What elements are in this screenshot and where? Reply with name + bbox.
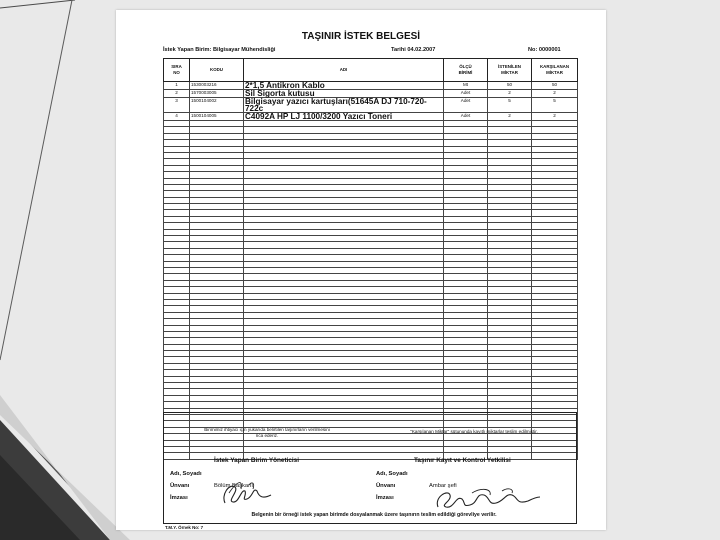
distribution-note: Belgenin bir örneği istek yapan birimde dosyalanmak üzere taşınırın teslim edildiği görevliye verilir. (251, 512, 497, 518)
table-header-row (164, 59, 578, 82)
row-unit: Adet (444, 113, 488, 121)
row-name: Bilgisayar yazıcı kartuşları(51645A DJ 710-720-722c (244, 98, 444, 113)
document-title: TAŞINIR İSTEK BELGESİ (301, 31, 421, 42)
left-signature-label: İmzası (170, 495, 188, 501)
row-code: 1530003216 (190, 82, 244, 90)
row-code: 1500104002 (190, 98, 244, 113)
number-value: 0000001 (538, 47, 561, 53)
right-signature-label: İmzası (376, 495, 394, 501)
requesting-unit-label: İstek Yapan Birim: (163, 47, 212, 53)
document-number (528, 47, 561, 53)
col-adi-header: ADI (244, 59, 444, 82)
date-value: 04.02.2007 (407, 47, 436, 53)
requesting-unit-value: Bilgisayar Mühendisliği (212, 47, 276, 53)
row-no: 2 (164, 90, 190, 98)
number-label: No: (528, 47, 538, 53)
row-supplied: 50 (532, 82, 578, 90)
row-name: 2*1,5 Antikron Kablo (244, 82, 444, 90)
row-unit: Mt (444, 82, 488, 90)
approval-section (163, 412, 577, 524)
right-title-value: Ambar şefi (429, 483, 457, 489)
row-unit: Adet (444, 98, 488, 113)
items-table (163, 58, 578, 460)
col-istenilen-header: İSTENİLEN MİKTAR (488, 59, 532, 82)
col-kodu-header: KODU (190, 59, 244, 82)
delivery-note: "Karşılanan Miktar" sütununda kayıtlı miktarlar teslim edilmiştir. (410, 429, 538, 434)
left-title-label: Ünvanı (170, 483, 190, 489)
table-row (164, 98, 578, 113)
row-requested: 5 (488, 98, 532, 113)
left-name-label: Adı, Soyadı (170, 471, 202, 477)
table-row (164, 113, 578, 121)
row-requested: 50 (488, 82, 532, 90)
row-code: 1500104005 (190, 113, 244, 121)
row-unit: Adet (444, 90, 488, 98)
left-title-value: Bölüm Başkanı (214, 483, 253, 489)
request-note: Birimimiz ihtiyacı için yukarıda belirtilen taşınırların verilmesini rica ederiz. (204, 427, 330, 439)
col-karsilanan-header: KARŞILANAN MİKTAR (532, 59, 578, 82)
row-supplied: 5 (532, 98, 578, 113)
col-sira-header: SIRA NO (164, 59, 190, 82)
left-signatory-heading: İstek Yapan Birim Yöneticisi (214, 457, 300, 464)
row-name: Sil Sigorta kutusu (244, 90, 444, 98)
scanned-document (116, 10, 606, 530)
document-date (391, 47, 435, 53)
right-signature-image (432, 483, 542, 513)
row-requested: 2 (488, 90, 532, 98)
right-name-label: Adı, Soyadı (376, 471, 408, 477)
requesting-unit (163, 47, 275, 53)
left-signature-image (219, 475, 279, 509)
row-supplied: 2 (532, 113, 578, 121)
row-code: 1570003005 (190, 90, 244, 98)
form-code: T.M.Y. Örnek No: 7 (165, 525, 204, 530)
row-supplied: 2 (532, 90, 578, 98)
row-no: 4 (164, 113, 190, 121)
row-name: C4092A HP LJ 1100/3200 Yazıcı Toneri (244, 113, 444, 121)
right-signatory-heading: Taşınır Kayıt ve Kontrol Yetkilisi (414, 457, 511, 464)
row-no: 1 (164, 82, 190, 90)
row-requested: 2 (488, 113, 532, 121)
row-no: 3 (164, 98, 190, 113)
table-row (164, 82, 578, 90)
col-olcu-header: ÖLÇÜ BİRİMİ (444, 59, 488, 82)
date-label: Tarihi (391, 47, 406, 53)
right-title-label: Ünvanı (376, 483, 396, 489)
